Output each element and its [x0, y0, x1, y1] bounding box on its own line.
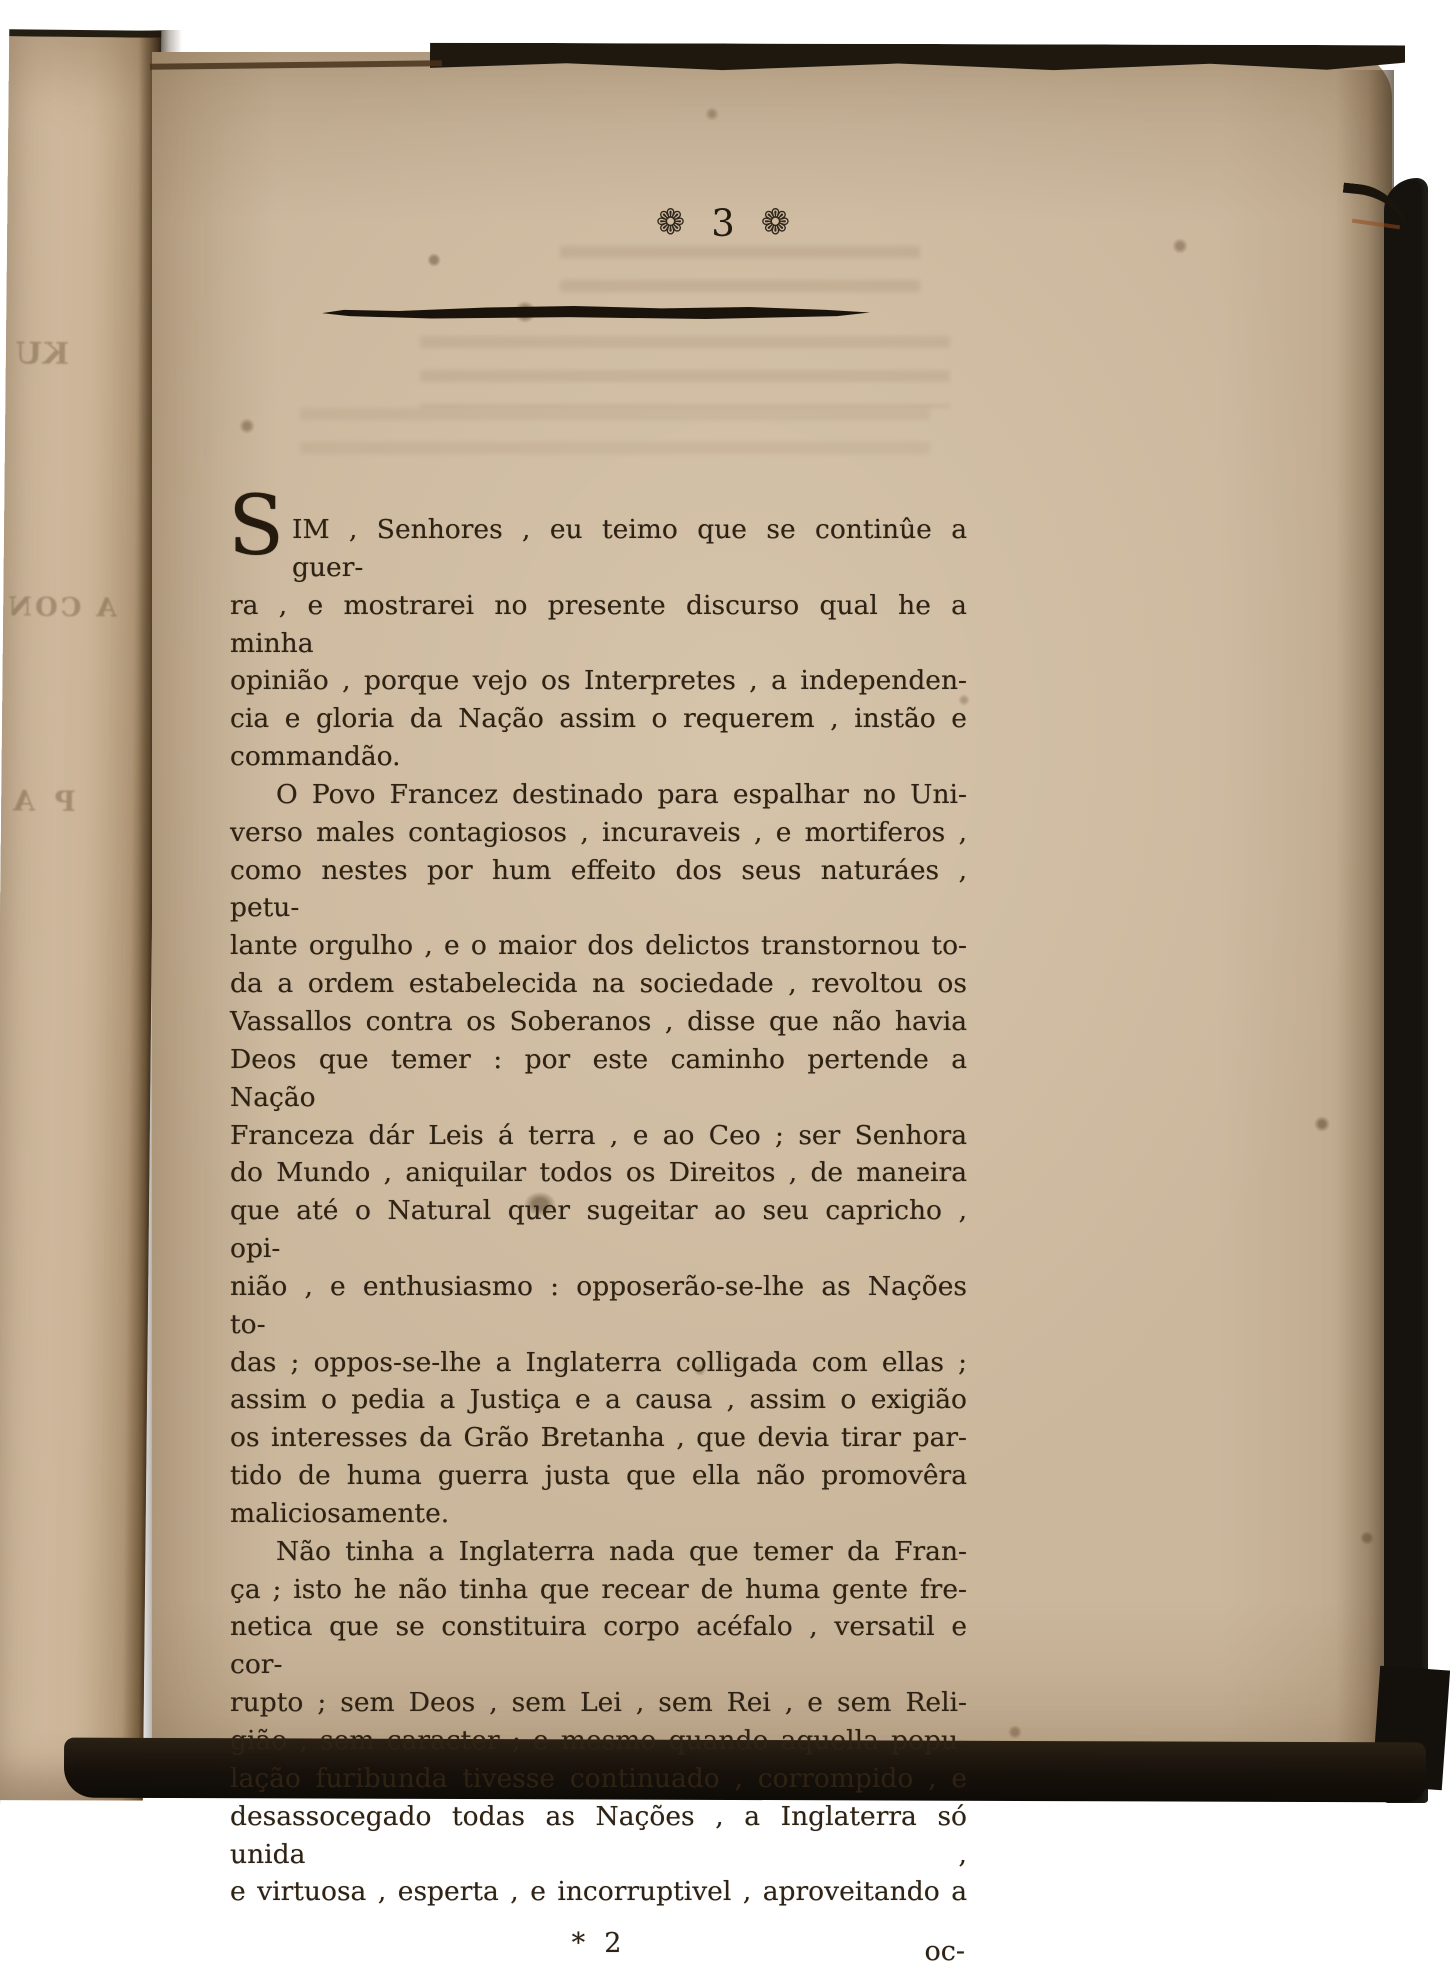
signature-mark: * 2 — [571, 1928, 626, 1960]
text-line: e virtuosa , esperta , e incorruptivel , aproveitando a — [230, 1876, 967, 1908]
page-number: 3 — [711, 201, 735, 245]
ghost-showthrough-text: KU — [13, 336, 70, 372]
ink-showthrough — [300, 408, 930, 472]
text-line: desassocegado todas as Nações , a Inglaterra só unida , — [230, 1800, 967, 1870]
text-line: que até o Natural quer sugeitar ao seu capricho , opi- — [230, 1195, 967, 1265]
ink-showthrough — [420, 336, 950, 408]
floral-ornament-icon: ❁ — [760, 203, 791, 243]
text-line: netica que se constituira corpo acéfalo , versatil e cor- — [230, 1611, 967, 1681]
text-line: das ; oppos-se-lhe a Inglaterra colligada com ellas ; — [230, 1346, 967, 1378]
text-line: da a ordem estabelecida na sociedade , revoltou os — [230, 968, 967, 1000]
text-line: ra , e mostrarei no presente discurso qual he a minha — [230, 589, 967, 659]
text-line: O Povo Francez destinado para espalhar no Uni- — [276, 778, 967, 810]
page-footer — [230, 1925, 967, 1971]
text-line: Franceza dár Leis á terra , e ao Ceo ; ser Senhora — [230, 1119, 967, 1151]
text-line: cia e gloria da Nação assim o requerem , instão e — [230, 703, 967, 735]
text-line: ça ; isto he não tinha que recear de huma gente fre- — [230, 1573, 967, 1605]
floral-ornament-icon: ❁ — [655, 203, 686, 243]
drop-cap: S — [228, 479, 285, 574]
paragraph — [230, 1533, 967, 1911]
text-line: Deos que temer : por este caminho pertende a Nação — [230, 1043, 967, 1113]
text-line: verso males contagiosos , incuraveis , e mortiferos , — [230, 816, 967, 848]
text-line: tido de huma guerra justa que ella não promovêra — [230, 1460, 967, 1492]
text-line: maliciosamente. — [230, 1497, 450, 1529]
catchword: oc- — [924, 1936, 965, 1968]
text-line: do Mundo , aniquilar todos os Direitos , de maneira — [230, 1157, 967, 1189]
text-line: nião , e enthusiasmo : opposerão-se-lhe as Nações to- — [230, 1270, 967, 1340]
text-line: lação furibunda tivesse continuado , corrompido , e — [230, 1762, 967, 1794]
text-line: os interesses da Grão Bretanha , que devia tirar par- — [230, 1422, 967, 1454]
running-head — [592, 196, 854, 250]
paragraph — [230, 776, 967, 1533]
text-line: Vassallos contra os Soberanos , disse que não havia — [230, 1005, 967, 1037]
text-line: lante orgulho , e o maior dos delictos transtornou to- — [230, 930, 967, 962]
text-line: como nestes por hum effeito dos seus naturáes , petu- — [230, 854, 967, 924]
text-line: rupto ; sem Deos , sem Lei , sem Rei , e sem Reli- — [230, 1687, 967, 1719]
paragraph — [230, 511, 967, 776]
ink-showthrough — [560, 246, 920, 300]
text-line: commandão. — [230, 741, 401, 773]
ghost-showthrough-text: P A — [13, 784, 76, 818]
cover-board-right — [1384, 178, 1428, 1803]
text-line: Não tinha a Inglaterra nada que temer da Fran- — [276, 1535, 967, 1567]
text-line: IM , Senhores , eu teimo que se continûe a guer- — [292, 514, 967, 583]
text-line: assim o pedia a Justiça e a causa , assim o exigião — [230, 1384, 967, 1416]
ghost-showthrough-text: A CON — [5, 592, 117, 624]
text-block — [230, 511, 967, 1971]
text-line: gião , sem caracter ; e mesmo quando aquella popu- — [230, 1725, 967, 1756]
text-line: opinião , porque vejo os Interpretes , a independen- — [230, 665, 967, 697]
